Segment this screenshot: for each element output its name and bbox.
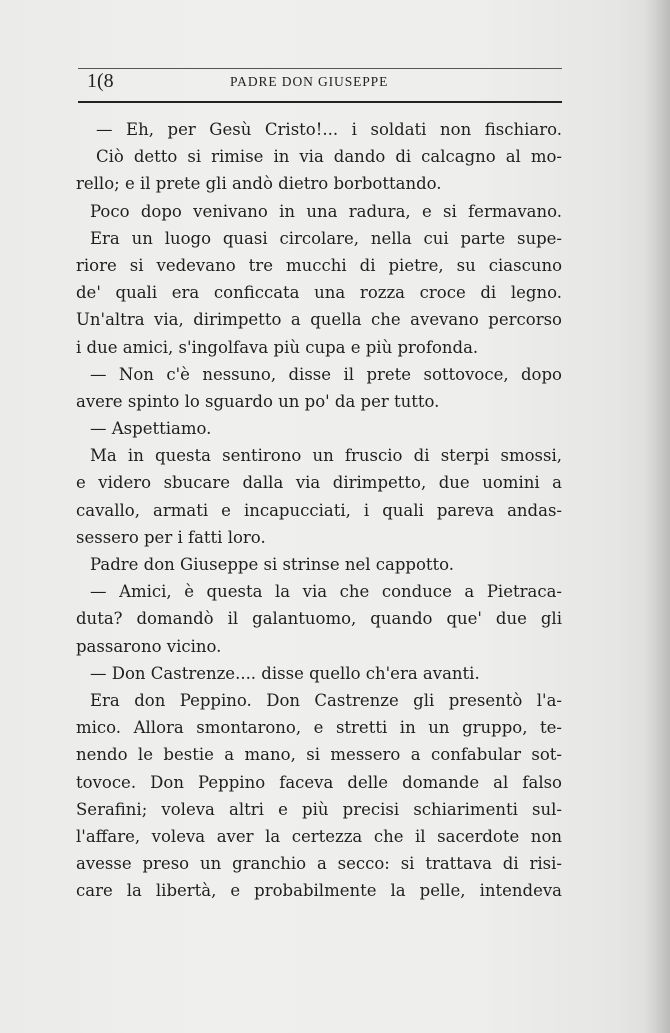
- page-header: [87, 70, 560, 92]
- text-line: avesse preso un granchio a secco: si trattava di risi-: [76, 854, 562, 874]
- text-line: Serafini; voleva altri e più precisi schiarimenti sul-: [76, 799, 562, 819]
- text-line: sessero per i fatti loro.: [76, 527, 266, 547]
- page-number: 1(8: [87, 70, 114, 92]
- text-line: Poco dopo venivano in una radura, e si fermavano.: [90, 201, 562, 221]
- text-line: — Eh, per Gesù Cristo!... i soldati non fischiaro.: [96, 120, 562, 139]
- text-line: Era un luogo quasi circolare, nella cui parte supe-: [90, 228, 562, 248]
- text-line: Ma in questa sentirono un fruscio di sterpi smossi,: [90, 446, 562, 466]
- text-line: Ciò detto si rimise in via dando di calcagno al mo-: [96, 147, 562, 167]
- text-line: tovoce. Don Peppino faceva delle domande al falso: [76, 772, 562, 792]
- text-line: passarono vicino.: [76, 636, 222, 656]
- text-line: Era don Peppino. Don Castrenze gli presentò l'a-: [90, 690, 562, 710]
- text-line: duta? domandò il galantuomo, quando que' due gli: [76, 609, 562, 629]
- text-line: — Amici, è questa la via che conduce a Pietraca-: [90, 582, 562, 602]
- text-line: Un'altra via, dirimpetto a quella che avevano percorso: [76, 310, 562, 330]
- text-line: care la libertà, e probabilmente la pelle, intendeva: [76, 881, 562, 901]
- text-line: nendo le bestie a mano, si messero a confabular sot-: [76, 745, 562, 765]
- running-title: PADRE DON GIUSEPPE: [230, 74, 389, 89]
- text-line: — Don Castrenze.... disse quello ch'era avanti.: [90, 663, 480, 683]
- text-line: cavallo, armati e incapucciati, i quali pareva andas-: [76, 500, 562, 520]
- text-line: i due amici, s'ingolfava più cupa e più profonda.: [76, 337, 479, 357]
- text-line: riore si vedevano tre mucchi di pietre, su ciascuno: [76, 255, 562, 275]
- text-line: l'affare, voleva aver la certezza che il sacerdote non: [76, 826, 562, 846]
- body-text: [76, 116, 562, 904]
- text-line: — Non c'è nessuno, disse il prete sottovoce, dopo: [90, 364, 562, 384]
- header-rule-top: [78, 68, 562, 69]
- text-line: — Aspettiamo.: [90, 419, 212, 439]
- text-line: rello; e il prete gli andò dietro borbottando.: [76, 174, 442, 194]
- page-edge-shadow: [644, 0, 670, 1033]
- text-line: e videro sbucare dalla via dirimpetto, due uomini a: [76, 473, 562, 493]
- header-rule-bottom: [78, 101, 562, 103]
- text-line: de' quali era conficcata una rozza croce di legno.: [76, 283, 562, 303]
- text-line: avere spinto lo sguardo un po' da per tutto.: [76, 391, 440, 411]
- text-line: mico. Allora smontarono, e stretti in un gruppo, te-: [76, 718, 562, 738]
- text-line: Padre don Giuseppe si strinse nel cappotto.: [90, 555, 455, 574]
